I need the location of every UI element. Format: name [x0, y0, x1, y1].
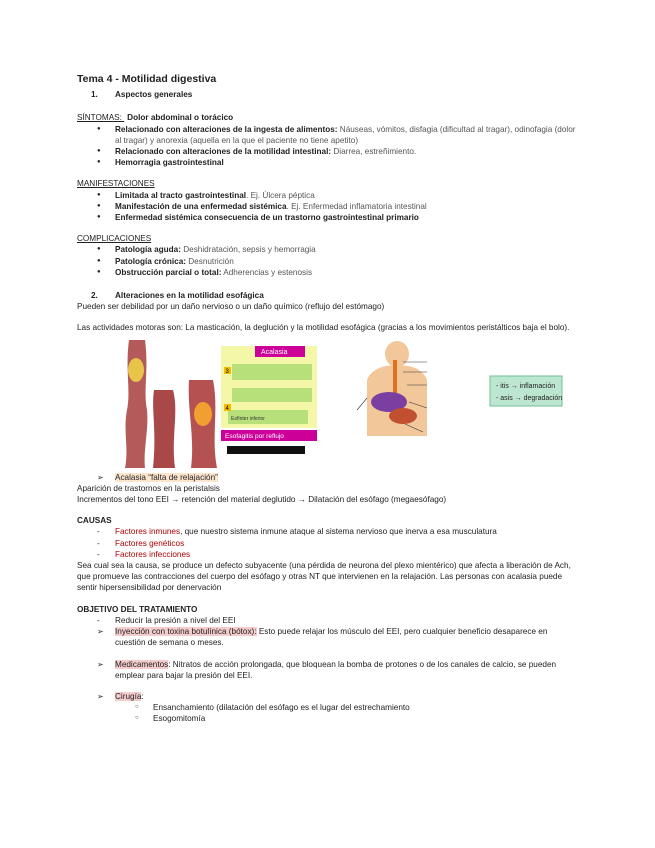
list-item: ● Relacionado con alteraciones de la motilidad intestinal: Diarrea, estreñimiento. [77, 146, 577, 157]
esofagitis-label: Esofagitis por reflujo [225, 432, 284, 440]
box-line-2: - asis → degradación [496, 394, 563, 402]
sintomas-heading: SÍNTOMAS: Dolor abdominal o torácico [77, 113, 234, 123]
paragraph: Las actividades motoras son: La masticación, la deglución y la motilidad esofágica (gracias a los movimientos peristálticos baja el bolo). [77, 323, 570, 333]
cirugia-item: ➢ Cirugía: [97, 691, 144, 701]
list-item: ● Obstrucción parcial o total: Adherencias y estenosis [77, 267, 577, 278]
causas-list [77, 526, 577, 560]
toxina-item: ➢ Inyección con toxina botulínica (bótox): Esto puede relajar los músculo del EEI, pero cualquier beneficio desaparece en cuestión de semana o meses. [97, 627, 548, 648]
list-item: - Reducir la presión a nivel del EEI [77, 615, 577, 626]
acalasia-label-text: Acalasia “falta de relajación” [115, 472, 218, 482]
complicaciones-list [77, 244, 577, 278]
paragraph: Incrementos del tono EEI → retención del material deglutido → Dilatación del esófago (megaesófago) [77, 495, 447, 505]
list-item: ○ Ensanchamiento (dilatación del esófago es el lugar del estrechamiento [77, 702, 577, 713]
list-item: - Factores genéticos [77, 538, 577, 549]
list-item: ○ Esogomitomía [77, 713, 577, 724]
list-item: - Factores inmunes, que nuestro sistema inmune ataque al sistema nervioso que inerva a esa musculatura [77, 526, 577, 537]
list-item: ● Manifestación de una enfermedad sistémica. Ej. Enfermedad inflamatoria intestinal [77, 201, 577, 212]
medicamentos-item: ➢ Medicamentos: Nitratos de acción prolongada, que bloquean la bomba de protones o de los canales de calcio, se pueden emplear para bajar la presión del EEI. [97, 659, 557, 680]
acalasia-label: Acalasia [261, 348, 288, 356]
cirugia-sublist [77, 702, 577, 724]
list-item: ● Limitada al tracto gastrointestinal. Ej. Úlcera péptica [77, 190, 577, 201]
manifestaciones-list [77, 190, 577, 224]
list-item: ● Enfermedad sistémica consecuencia de un trastorno gastrointestinal primario [77, 212, 577, 223]
acalasia-item: ➢ Acalasia “falta de relajación” [97, 472, 218, 482]
svg-text:Esfínter inferior: Esfínter inferior [231, 415, 265, 422]
list-item: ● Patología aguda: Deshidratación, sepsis y hemorragia [77, 244, 577, 255]
box-line-1: - itis → inflamación [496, 382, 556, 390]
manifestaciones-heading: MANIFESTACIONES [77, 179, 155, 189]
list-item: ● Hemorragia gastrointestinal [77, 157, 577, 168]
causas-heading: CAUSAS [77, 516, 112, 526]
list-item: - Factores infecciones [77, 549, 577, 560]
document-page [77, 74, 577, 725]
digestive-system-diagram [357, 340, 577, 440]
complicaciones-heading: COMPLICACIONES [77, 234, 152, 244]
diagrams-row [77, 340, 577, 468]
objetivo-heading: OBJETIVO DEL TRATAMIENTO [77, 604, 198, 614]
num-4-label: 4 [225, 405, 229, 412]
num-3-label: 3 [225, 368, 229, 375]
paragraph: Sea cual sea la causa, se produce un defecto subyacente (una pérdida de neurona del plexo mientérico) que afecta a liberación de Ach, que promueve las contracciones del cuerpo del esófago y otras NT que intervienen en la relajación. Las personas con acalasia puede sentir hipersensibilidad por denervación [77, 561, 571, 593]
list-item: ● Relacionado con alteraciones de la ingesta de alimentos: Náuseas, vómitos, disfagia (dificultad al tragar), odinofagia (dolor al tragar) y anorexia (aquella en la que el paciente no tiene apetito) [77, 124, 577, 146]
esophagus-diagram [109, 340, 324, 468]
section-heading-1: 1. Aspectos generales [91, 90, 193, 100]
page-title: Tema 4 - Motilidad digestiva [77, 73, 217, 85]
sintomas-list [77, 124, 577, 169]
section-heading-2: 2. Alteraciones en la motilidad esofágica [91, 291, 264, 301]
list-item: ● Patología crónica: Desnutrición [77, 256, 577, 267]
objetivo-list [77, 615, 577, 626]
paragraph: Pueden ser debilidad por un daño nervioso o un daño químico (reflujo del estómago) [77, 302, 385, 312]
paragraph: Aparición de trastornos en la peristalsis [77, 483, 220, 493]
